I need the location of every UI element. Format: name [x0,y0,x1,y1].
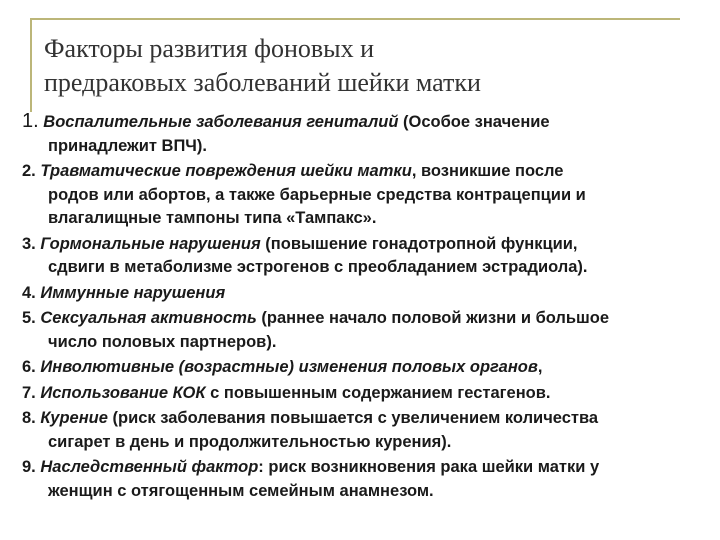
item-number: 8. [22,409,36,427]
item-continuation: влагалищные тампоны типа «Тампакс». [48,209,377,227]
item-term: Использование КОК [40,383,206,402]
item-text: (риск заболевания повышается с увеличением количества [107,409,599,427]
factor-list [22,110,720,505]
item-term: Травматические повреждения шейки матки [40,162,412,180]
item-term: Иммунные нарушения [40,283,226,302]
list-item-4 [22,282,720,306]
item-text: , возникшие после [411,162,564,180]
item-number: 2. [22,162,36,180]
list-item-3 [22,233,720,280]
item-text: (раннее начало половой жизни и большое [256,309,610,327]
item-continuation: родов или абортов, а также барьерные средства контрацепции и [48,185,586,204]
item-term: Воспалительные заболевания гениталий [43,113,399,131]
list-item-9 [22,456,720,503]
item-number: 9. [22,458,36,476]
slide-title-line-1: Факторы развития фоновых и [44,34,375,63]
item-number: 7. [22,383,36,402]
item-number: 4. [22,283,36,302]
list-item-6 [22,356,720,380]
item-continuation: число половых партнеров). [48,332,277,351]
item-text: (повышение гонадотропной функции, [260,234,578,253]
item-continuation: принадлежит ВПЧ). [48,136,207,155]
list-item-5 [22,307,720,354]
item-continuation: сдвиги в метаболизме эстрогенов с преобладанием эстрадиола). [48,258,588,276]
item-term: Гормональные нарушения [40,234,261,253]
list-item-7 [22,382,720,406]
item-continuation: женщин с отягощенным семейным анамнезом. [48,481,434,500]
item-text: (Особое значение [398,113,550,131]
slide-title [44,32,704,100]
item-term: Инволютивные (возрастные) изменения половых органов [40,358,538,376]
item-text: , [537,358,543,376]
item-number: 6. [22,358,36,376]
list-item-2 [22,160,720,231]
item-continuation: сигарет в день и продолжительностью курения). [48,432,452,451]
item-term: Курение [40,409,108,427]
title-top-rule [30,18,680,20]
item-text: с повышенным содержанием гестагенов. [205,383,551,402]
item-number: 5. [22,309,36,327]
title-left-rule [30,18,32,112]
list-item-1 [22,110,720,158]
item-number: 3. [22,234,36,253]
item-term: Сексуальная активность [40,309,257,327]
list-item-8 [22,407,720,454]
item-number: 1. [22,110,39,132]
item-term: Наследственный фактор [40,458,259,476]
slide-title-line-2: предраковых заболеваний шейки матки [44,68,481,97]
item-text: : риск возникновения рака шейки матки у [258,458,600,476]
